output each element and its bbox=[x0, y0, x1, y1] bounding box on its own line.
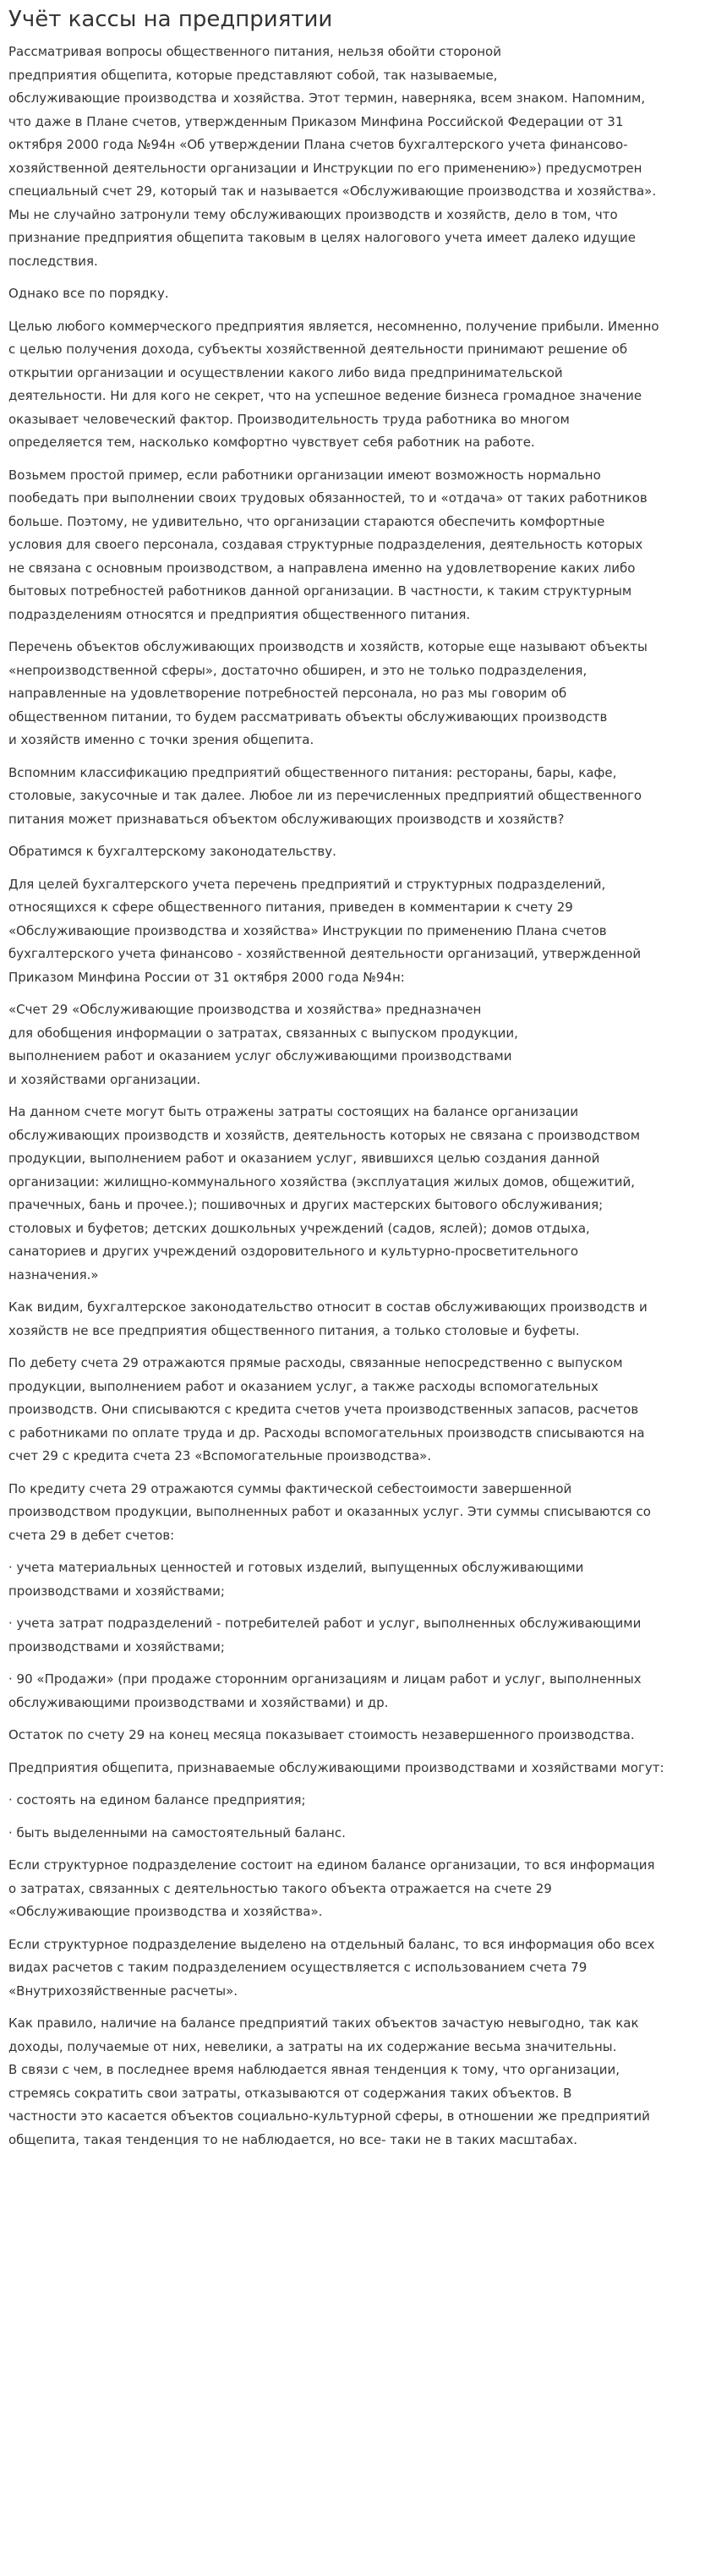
paragraph: Предприятия общепита, признаваемые обслуживающими производствами и хозяйствами могут: bbox=[8, 1759, 664, 1775]
paragraph: · учета материальных ценностей и готовых изделий, выпущенных обслуживающими производствами и хозяйствами; bbox=[8, 1560, 584, 1599]
page-title: Учёт кассы на предприятии bbox=[8, 7, 333, 32]
paragraph: · состоять на едином балансе предприятия; bbox=[8, 1792, 306, 1808]
paragraph: «Счет 29 «Обслуживающие производства и хозяйства» предназначен для обобщения информации о затратах, связанных с выпуском продукции, выполнением работ и оказанием услуг обслуживающими производствами и хозяйствами организации. bbox=[8, 1002, 518, 1087]
paragraph: Рассматривая вопросы общественного питания, нельзя обойти стороной предприятия общепита, которые представляют собой, так называемые, обслуживающие производства и хозяйства. Этот термин, наверняка, всем знаком. Напомним, что даже в Плане счетов, утвержденным Приказом Минфина Российской Федерации от 31 октября 2000 года №94н «Об утверждении Плана счетов бухгалтерского учета финансово- хозяйственной деятельности организации и Инструкции по его применению») предусмотрен специальный счет 29, который так и называется «Обслуживающие производства и хозяйства». Мы не случайно затронули тему обслуживающих производств и хозяйств, дело в том, что признание предприятия общепита таковым в целях налогового учета имеет далеко идущие последствия. bbox=[8, 44, 657, 269]
paragraph: Как видим, бухгалтерское законодательство относит в состав обслуживающих производств и хозяйств не все предприятия общественного питания, а только столовые и буфеты. bbox=[8, 1299, 648, 1338]
paragraph: Возьмем простой пример, если работники организации имеют возможность нормально пообедать при выполнении своих трудовых обязанностей, то и «отдача» от таких работников больше. Поэтому, не удивительно, что организации стараются обеспечить комфортные условия для своего персонала, создавая структурные подразделения, деятельность которых не связана с основным производством, а направлена именно на удовлетворение каких либо бытовых потребностей работников данной организации. В частности, к таким структурным подразделениям относятся и предприятия общественного питания. bbox=[8, 467, 648, 622]
paragraph: Если структурное подразделение состоит на едином балансе организации, то вся информация о затратах, связанных с деятельностью такого объекта отражается на счете 29 «Обслуживающие производства и хозяйства». bbox=[8, 1857, 655, 1919]
paragraph: На данном счете могут быть отражены затраты состоящих на балансе организации обслуживающих производств и хозяйств, деятельность которых не связана с производством продукции, выполнением работ и оказанием услуг, явившихся целью создания данной организации: жилищно-коммунального хозяйства (эксплуатация жилых домов, общежитий, прачечных, бань и прочее.); пошивочных и других мастерских бытового обслуживания; столовых и буфетов; детских дошкольных учреждений (садов, яслей); домов отдыха, санаториев и других учреждений оздоровительного и культурно-просветительного назначения.» bbox=[8, 1104, 641, 1283]
paragraph: Остаток по счету 29 на конец месяца показывает стоимость незавершенного производства. bbox=[8, 1727, 635, 1742]
paragraph: Как правило, наличие на балансе предприятий таких объектов зачастую невыгодно, так как доходы, получаемые от них, невелики, а затраты на их содержание весьма значительны. В связи с чем, в последнее время наблюдается явная тенденция к тому, что организации, стремясь сократить свои затраты, отказываются от содержания таких объектов. В частности это касается объектов социально-культурной сферы, в отношении же предприятий общепита, такая тенденция то не наблюдается, но все- таки не в таких масштабах. bbox=[8, 2015, 650, 2147]
article-body bbox=[8, 41, 708, 2152]
paragraph: · быть выделенными на самостоятельный баланс. bbox=[8, 1824, 346, 1840]
paragraph: Для целей бухгалтерского учета перечень предприятий и структурных подразделений, относящихся к сфере общественного питания, приведен в комментарии к счету 29 «Обслуживающие производства и хозяйства» Инструкции по применению Плана счетов бухгалтерского учета финансово - хозяйственной деятельности организаций, утвержденной Приказом Минфина России от 31 октября 2000 года №94н: bbox=[8, 876, 642, 985]
paragraph: · учета затрат подразделений - потребителей работ и услуг, выполненных обслуживающими производствами и хозяйствами; bbox=[8, 1616, 642, 1654]
paragraph: По кредиту счета 29 отражаются суммы фактической себестоимости завершенной производством продукции, выполненных работ и оказанных услуг. Эти суммы списываются со счета 29 в дебет счетов: bbox=[8, 1480, 651, 1543]
paragraph: Обратимся к бухгалтерскому законодательству. bbox=[8, 844, 336, 859]
paragraph: Вспомним классификацию предприятий общественного питания: рестораны, бары, кафе, столовые, закусочные и так далее. Любое ли из перечисленных предприятий общественного питания может признаваться объектом обслуживающих производств и хозяйств? bbox=[8, 764, 642, 827]
paragraph: Целью любого коммерческого предприятия является, несомненно, получение прибыли. Именно с целью получения дохода, субъекты хозяйственной деятельности принимают решение об открытии организации и осуществлении какого либо вида предпринимательской деятельности. Ни для кого не секрет, что на успешное ведение бизнеса громадное значение оказывает человеческий фактор. Производительность труда работника во многом определяется тем, насколько комфортно чувствует себя работник на работе. bbox=[8, 318, 659, 450]
paragraph: Если структурное подразделение выделено на отдельный баланс, то вся информация обо всех видах расчетов с таким подразделением осуществляется с использованием счета 79 «Внутрихозяйственные расчеты». bbox=[8, 1936, 655, 1999]
paragraph: Однако все по порядку. bbox=[8, 286, 169, 301]
paragraph: По дебету счета 29 отражаются прямые расходы, связанные непосредственно с выпуском продукции, выполнением работ и оказанием услуг, а также расходы вспомогательных производств. Они списываются с кредита счетов учета производственных запасов, расчетов с работниками по оплате труда и др. Расходы вспомогательных производств списываются на счет 29 с кредита счета 23 «Вспомогательные производства». bbox=[8, 1355, 645, 1463]
paragraph: Перечень объектов обслуживающих производств и хозяйств, которые еще называют объекты «непроизводственной сферы», достаточно обширен, и это не только подразделения, направленные на удовлетворение потребностей персонала, но раз мы говорим об общественном питании, то будем рассматривать объекты обслуживающих производств и хозяйств именно с точки зрения общепита. bbox=[8, 639, 648, 747]
paragraph: · 90 «Продажи» (при продаже сторонним организациям и лицам работ и услуг, выполненных обслуживающими производствами и хозяйствами) и др. bbox=[8, 1671, 642, 1710]
